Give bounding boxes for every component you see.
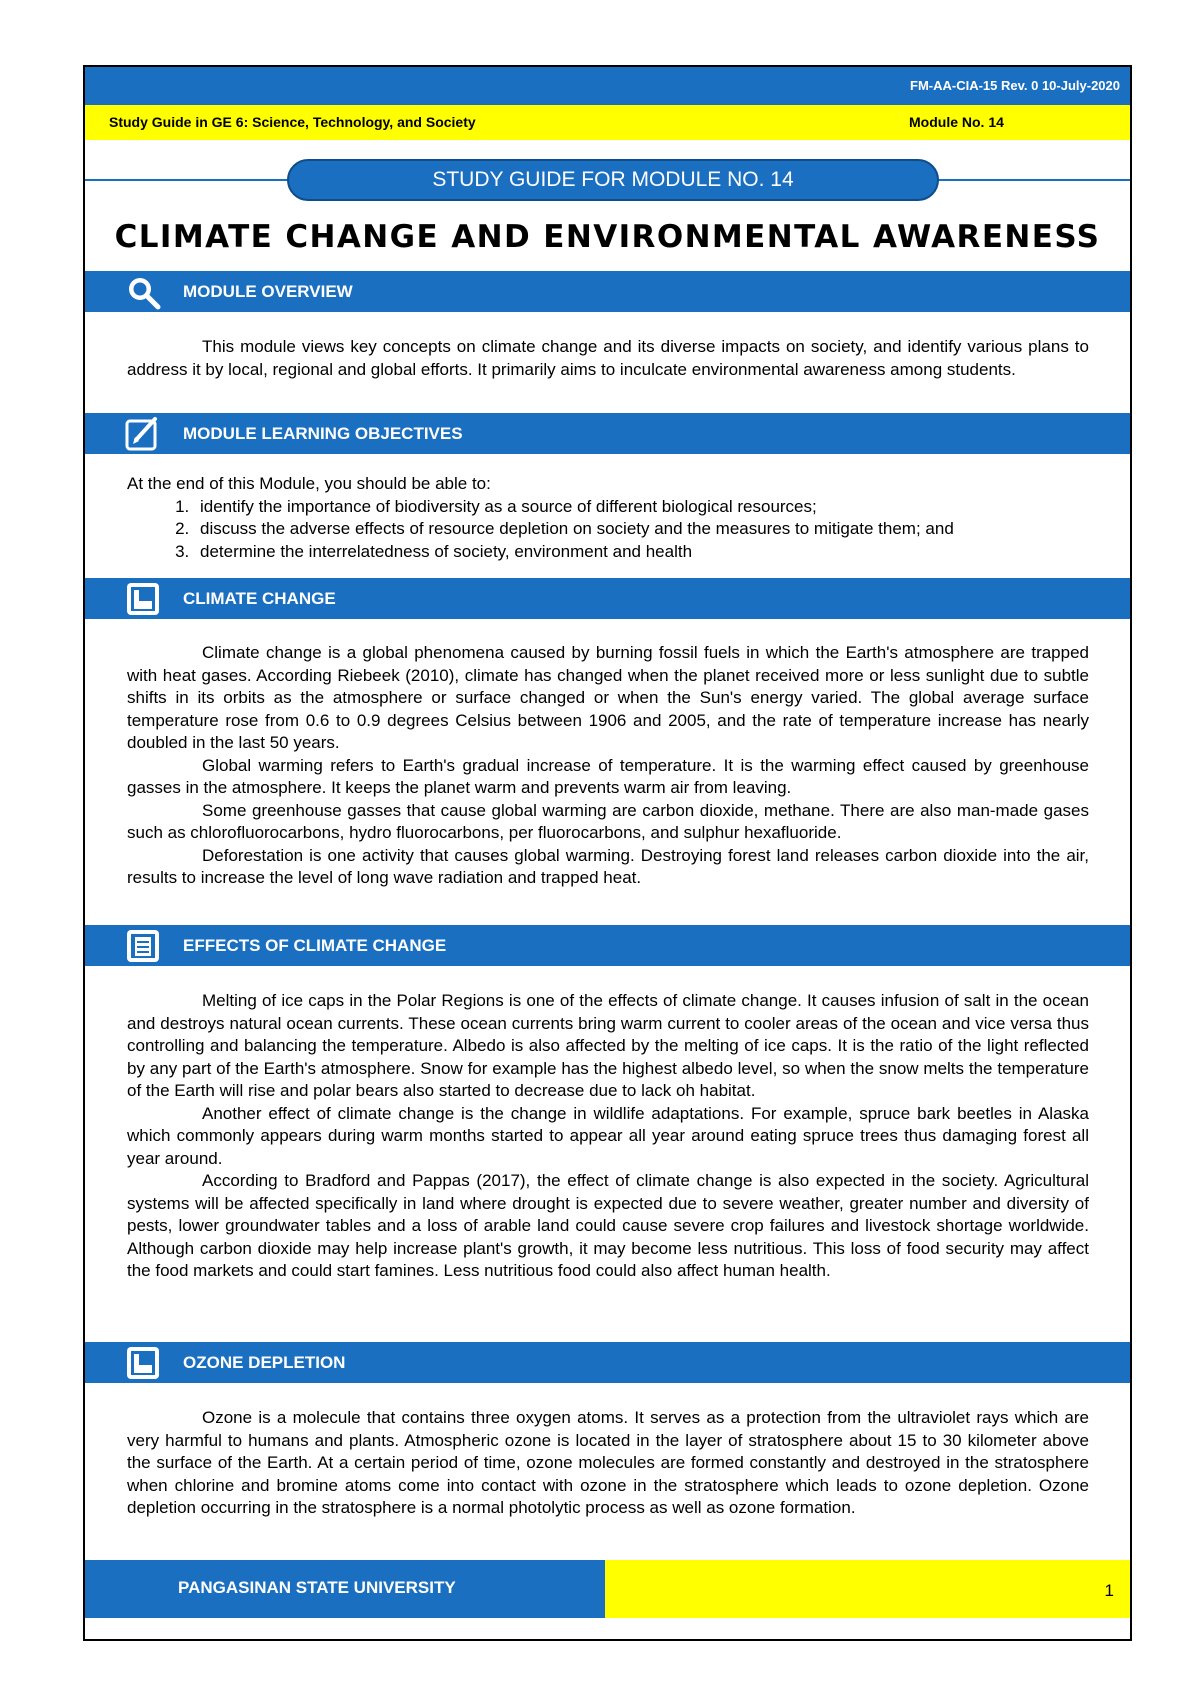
guide-title: Study Guide in GE 6: Science, Technology, and Society <box>109 114 476 130</box>
module-number: Module No. 14 <box>909 114 1004 130</box>
page-number: 1 <box>1104 1581 1114 1600</box>
document-icon <box>125 928 161 964</box>
header-yellow-band <box>85 105 1130 140</box>
list-item: 2. discuss the adverse effects of resource depletion on society and the measures to mitigate them; and <box>194 518 1089 541</box>
section-header-ozone <box>85 1342 1130 1383</box>
paragraph: Melting of ice caps in the Polar Regions is one of the effects of climate change. It causes infusion of salt in the ocean and destroys natural ocean currents. These ocean currents bring warm current to cooler areas of the ocean and vice versa thus controlling and balancing the temperature. Albedo is also affected by the melting of ice caps. It is the ratio of the light reflected by any part of the Earth's atmosphere. Snow for example has the highest albedo level, so when the snow melts the temperature of the Earth will rise and polar bears also started to decrease due to lack oh habitat. <box>127 991 1089 1100</box>
section-title: EFFECTS OF CLIMATE CHANGE <box>183 936 447 955</box>
paragraph: Another effect of climate change is the change in wildlife adaptations. For example, spruce bark beetles in Alaska which commonly appears during warm months started to appear all year around eating spruce trees thus damaging forest all year around. <box>127 1103 1089 1168</box>
study-guide-page <box>83 65 1132 1641</box>
module-banner: STUDY GUIDE FOR MODULE NO. 14 <box>287 159 939 201</box>
divider-right <box>935 179 1130 181</box>
paragraph: According to Bradford and Pappas (2017), the effect of climate change is also expected in the society. Agricultural systems will be affected specifically in land where drought is expected due to severe weather, greater number and diversity of pests, lower groundwater tables and a loss of arable land could cause severe crop failures and livestock shortage worldwide. Although carbon dioxide may help increase plant's growth, it may become less nutritious. This loss of food security may affect the food markets and could start famines. Less nutritious food could also affect human health. <box>127 1171 1089 1280</box>
footer-blue-band <box>85 1560 605 1618</box>
section-title: MODULE OVERVIEW <box>183 282 353 301</box>
section-header-effects <box>85 925 1130 966</box>
section-title: MODULE LEARNING OBJECTIVES <box>183 424 463 443</box>
paragraph: Climate change is a global phenomena caused by burning fossil fuels in which the Earth's atmosphere are trapped with heat gases. According Riebeek (2010), climate has changed when the planet received more or less sunlight due to subtle shifts in its orbits as the atmosphere or surface changed or when the Sun's energy varied. The global average surface temperature rose from 0.6 to 0.9 degrees Celsius between 1906 and 2005, and the rate of temperature increase has nearly doubled in the last 50 years. <box>127 643 1089 752</box>
page-title: CLIMATE CHANGE AND ENVIRONMENTAL AWARENESS <box>114 219 1101 255</box>
paragraph: Global warming refers to Earth's gradual increase of temperature. It is the warming effect caused by greenhouse gasses in the atmosphere. It keeps the planet warm and prevents warm air from leaving. <box>127 755 1089 797</box>
effects-text <box>127 990 1089 1283</box>
climate-change-text <box>127 642 1089 890</box>
form-code: FM-AA-CIA-15 Rev. 0 10-July-2020 <box>910 78 1120 93</box>
section-header-overview <box>85 271 1130 312</box>
header-blue-band <box>85 67 1130 105</box>
list-item: 3. determine the interrelatedness of society, environment and health <box>194 541 1089 564</box>
overview-text <box>127 336 1089 381</box>
objectives-list <box>127 473 1089 563</box>
section-title: OZONE DEPLETION <box>183 1353 346 1372</box>
magnifier-icon <box>125 274 161 310</box>
reader-icon <box>125 581 161 617</box>
university-name: PANGASINAN STATE UNIVERSITY <box>178 1578 456 1597</box>
section-title: CLIMATE CHANGE <box>183 589 336 608</box>
list-item: 1. identify the importance of biodiversity as a source of different biological resources; <box>194 496 1089 519</box>
paragraph: Some greenhouse gasses that cause global warming are carbon dioxide, methane. There are also man-made gases such as chlorofluorocarbons, hydro fluorocarbons, per fluorocarbons, and sulphur hexafluoride. <box>127 800 1089 842</box>
ozone-text <box>127 1407 1089 1520</box>
section-header-objectives <box>85 413 1130 454</box>
paragraph: Deforestation is one activity that causes global warming. Destroying forest land releases carbon dioxide into the air, results to increase the level of long wave radiation and trapped heat. <box>127 845 1089 887</box>
pencil-note-icon <box>125 416 161 452</box>
reader-icon <box>125 1345 161 1381</box>
paragraph: Ozone is a molecule that contains three oxygen atoms. It serves as a protection from the ultraviolet rays which are very harmful to humans and plants. Atmospheric ozone is located in the layer of stratosphere about 15 to 30 kilometer above the surface of the Earth. At a certain period of time, ozone molecules are formed constantly and destroyed in the stratosphere when chlorine and bromine atoms come into contact with ozone in the stratosphere which leads to ozone depletion. Ozone depletion occurring in the stratosphere is a normal photolytic process as well as ozone formation. <box>127 1408 1089 1517</box>
divider-left <box>85 179 290 181</box>
footer-yellow-band <box>605 1560 1132 1618</box>
objectives-intro: At the end of this Module, you should be able to: <box>127 474 491 493</box>
paragraph: This module views key concepts on climate change and its diverse impacts on society, and identify various plans to address it by local, regional and global efforts. It primarily aims to inculcate environmental awareness among students. <box>127 337 1089 379</box>
section-header-climate-change <box>85 578 1130 619</box>
